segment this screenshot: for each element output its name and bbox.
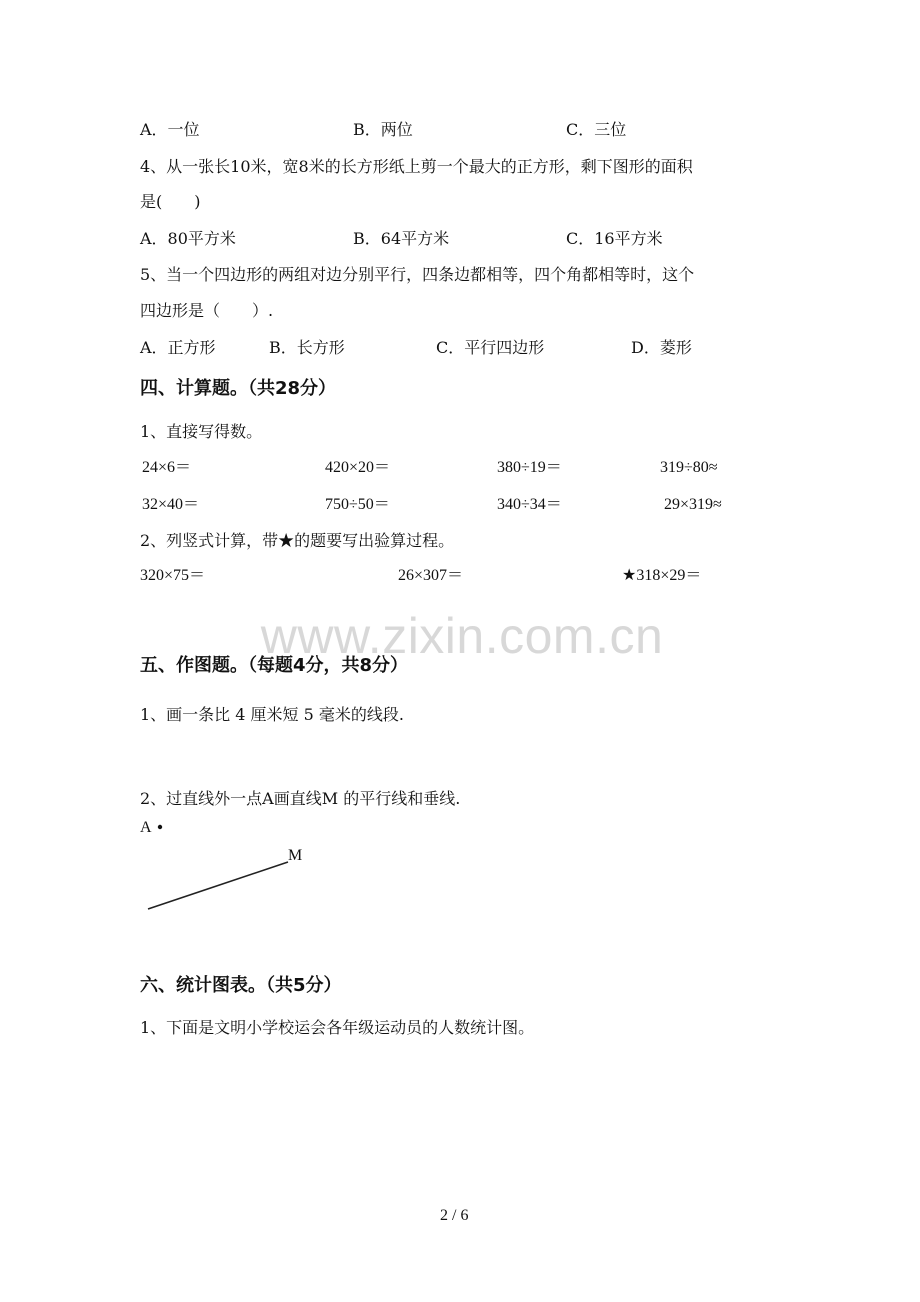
q5-text-line1: 5、当一个四边形的两组对边分别平行，四条边都相等，四个角都相等时，这个 bbox=[140, 265, 695, 284]
page-number: 2 / 6 bbox=[440, 1207, 469, 1224]
line-m-label: M bbox=[288, 847, 303, 864]
q3-option-b: B．两位 bbox=[353, 120, 413, 139]
line-m bbox=[148, 862, 288, 909]
point-a-dot bbox=[158, 825, 162, 829]
section5-q1-text: 1、画一条比 4 厘米短 5 毫米的线段. bbox=[140, 705, 404, 724]
section6-q1-text: 1、下面是文明小学校运会各年级运动员的人数统计图。 bbox=[140, 1018, 535, 1037]
q5-text-line2: 四边形是（ ）. bbox=[140, 301, 274, 320]
q4-option-b: B．64平方米 bbox=[353, 229, 450, 248]
q5-option-a: A．正方形 bbox=[140, 338, 216, 357]
calc-item: 340÷34＝ bbox=[497, 496, 562, 513]
section6-title: 六、统计图表。（共5分） bbox=[140, 975, 342, 996]
calc-item: 750÷50＝ bbox=[325, 496, 390, 513]
q3-option-a: A．一位 bbox=[140, 120, 200, 139]
q4-option-a: A．80平方米 bbox=[140, 229, 236, 248]
point-a-label: A bbox=[140, 819, 152, 836]
calc-item: 380÷19＝ bbox=[497, 459, 562, 476]
q4-option-c: C．16平方米 bbox=[566, 229, 663, 248]
q5-option-c: C．平行四边形 bbox=[436, 338, 545, 357]
section4-title: 四、计算题。（共28分） bbox=[140, 378, 337, 399]
q4-text-line1: 4、从一张长10米，宽8米的长方形纸上剪一个最大的正方形，剩下图形的面积 bbox=[140, 157, 693, 176]
section4-q2-text: 2、列竖式计算，带★的题要写出验算过程。 bbox=[140, 531, 455, 550]
watermark: www.zixin.com.cn bbox=[260, 608, 664, 664]
vertical-calc-item: 320×75＝ bbox=[140, 567, 206, 584]
calc-item: 420×20＝ bbox=[325, 459, 391, 476]
calc-item: 24×6＝ bbox=[142, 459, 192, 476]
q3-option-c: C．三位 bbox=[566, 120, 627, 139]
q5-option-d: D．菱形 bbox=[631, 338, 692, 357]
q4-text-line2: 是( ) bbox=[140, 192, 201, 211]
vertical-calc-item: ★318×29＝ bbox=[622, 567, 702, 584]
calc-item: 319÷80≈ bbox=[660, 459, 718, 476]
section4-q1-text: 1、直接写得数。 bbox=[140, 422, 263, 441]
section5-title: 五、作图题。（每题4分，共8分） bbox=[140, 655, 409, 676]
q5-option-b: B．长方形 bbox=[269, 338, 345, 357]
point-line-figure bbox=[130, 812, 330, 922]
vertical-calc-item: 26×307＝ bbox=[398, 567, 464, 584]
calc-item: 32×40＝ bbox=[142, 496, 200, 513]
section5-q2-text: 2、过直线外一点A画直线M 的平行线和垂线. bbox=[140, 789, 461, 808]
calc-item: 29×319≈ bbox=[664, 496, 722, 513]
